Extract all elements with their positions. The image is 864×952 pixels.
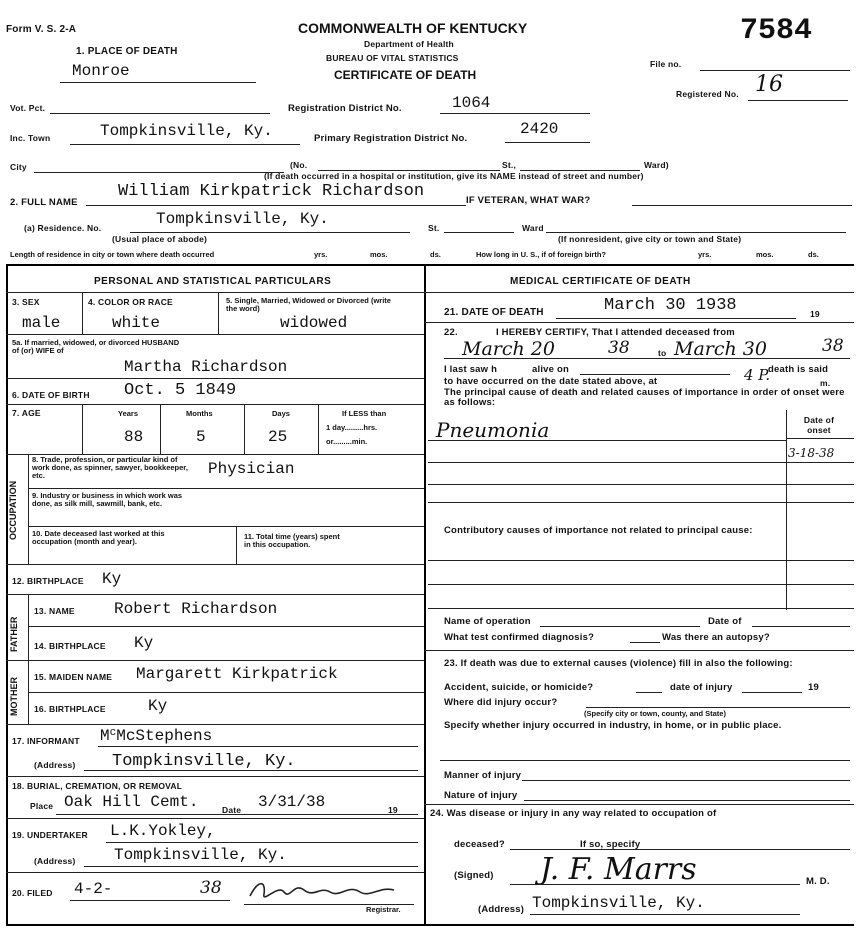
day-hrs-label: 1 day.........hrs. bbox=[326, 423, 378, 432]
st-label: St., bbox=[502, 160, 517, 170]
commonwealth-title: COMMONWEALTH OF KENTUCKY bbox=[298, 20, 528, 36]
time-of-death: 4 P. bbox=[744, 366, 771, 384]
ward-label: Ward) bbox=[644, 160, 669, 170]
cause-of-death: Pneumonia bbox=[436, 418, 550, 442]
spouse-label: 5a. If married, widowed, or divorced HUSBAND of (or) WIFE of bbox=[12, 338, 180, 355]
less-than-label: If LESS than bbox=[342, 409, 387, 418]
age-months: 5 bbox=[196, 428, 206, 446]
last-saw-label: I last saw h bbox=[444, 364, 498, 375]
certify-number: 22. bbox=[444, 327, 458, 338]
date-of-onset-label: Date of onset bbox=[803, 415, 835, 435]
occurred-label: to have occurred on the date stated above, at bbox=[444, 376, 658, 387]
informant-prefix: M bbox=[100, 727, 110, 745]
full-name: William Kirkpatrick Richardson bbox=[118, 182, 425, 201]
registrar-label: Registrar. bbox=[366, 905, 401, 914]
burial-label: 18. BURIAL, CREMATION, OR REMOVAL bbox=[12, 781, 183, 791]
where-injury-note: (Specify city or town, county, and State) bbox=[584, 709, 726, 718]
hospital-note: (If death occurred in a hospital or institution, give its NAME instead of street and number) bbox=[264, 171, 644, 181]
date-of-death-label: 21. DATE OF DEATH bbox=[444, 307, 544, 318]
date-of-death: March 30 1938 bbox=[604, 296, 737, 315]
death-said-label: death is said bbox=[768, 364, 829, 375]
no-label: (No. bbox=[290, 160, 308, 170]
marital-status: widowed bbox=[280, 314, 348, 332]
attended-from-year: 38 bbox=[608, 338, 630, 358]
filed-label: 20. FILED bbox=[12, 888, 53, 898]
operation-label: Name of operation bbox=[444, 616, 531, 627]
date-label: Date bbox=[222, 805, 242, 815]
mother-maiden-label: 15. MAIDEN NAME bbox=[34, 672, 113, 682]
to-label: to bbox=[658, 348, 667, 358]
mother-side-label: MOTHER bbox=[9, 677, 19, 716]
where-injury-label: Where did injury occur? bbox=[444, 697, 558, 708]
m-label: m. bbox=[820, 378, 831, 388]
age-years: 88 bbox=[124, 428, 144, 446]
dob-label: 6. DATE OF BIRTH bbox=[12, 390, 90, 400]
informant-address-label: (Address) bbox=[34, 760, 76, 770]
residence-label: (a) Residence. No. bbox=[24, 223, 102, 233]
physician-address: Tompkinsville, Ky. bbox=[532, 894, 705, 912]
months-label: Months bbox=[186, 409, 213, 418]
father-birthplace: Ky bbox=[134, 634, 154, 652]
primary-registration: 2420 bbox=[520, 120, 559, 138]
autopsy-label: Was there an autopsy? bbox=[662, 632, 770, 643]
residence-st-label: St. bbox=[428, 223, 440, 233]
external-causes-label: 23. If death was due to external causes (violence) fill in also the following: bbox=[444, 658, 793, 669]
total-time-label: 11. Total time (years) spent in this occupation. bbox=[244, 532, 340, 549]
color-label: 4. COLOR OR RACE bbox=[88, 297, 173, 307]
registered-no-label: Registered No. bbox=[676, 89, 739, 99]
certificate-title: CERTIFICATE OF DEATH bbox=[334, 68, 477, 82]
occupation-related-label: 24. Was disease or injury in any way related to occupation of bbox=[430, 808, 717, 819]
color: white bbox=[112, 314, 161, 332]
contributory-label: Contributory causes of importance not related to principal cause: bbox=[444, 525, 753, 536]
alive-on-label: alive on bbox=[532, 364, 569, 375]
filed-year: 38 bbox=[200, 878, 222, 898]
city-label: City bbox=[10, 162, 27, 172]
informant-address: Tompkinsville, Ky. bbox=[112, 752, 296, 771]
place-label: Place bbox=[30, 801, 54, 811]
sex: male bbox=[22, 314, 61, 332]
test-label: What test confirmed diagnosis? bbox=[444, 632, 595, 643]
inc-town: Tompkinsville, Ky. bbox=[100, 122, 273, 140]
full-name-label: 2. FULL NAME bbox=[10, 197, 78, 208]
registration-district-label: Registration District No. bbox=[288, 103, 402, 114]
informant-surname: McStephens bbox=[116, 727, 213, 745]
age-label: 7. AGE bbox=[12, 408, 41, 418]
undertaker-label: 19. UNDERTAKER bbox=[12, 830, 88, 840]
place-of-death-label: 1. PLACE OF DEATH bbox=[76, 46, 178, 57]
physician-address-label: (Address) bbox=[478, 904, 525, 915]
vot-pct-label: Vot. Pct. bbox=[10, 103, 46, 113]
undertaker-address-label: (Address) bbox=[34, 856, 76, 866]
usual-abode-note: (Usual place of abode) bbox=[112, 234, 208, 244]
primary-registration-label: Primary Registration District No. bbox=[314, 133, 468, 144]
birthplace: Ky bbox=[102, 570, 122, 588]
form-id: Form V. S. 2-A bbox=[6, 24, 77, 35]
mother-birthplace: Ky bbox=[148, 697, 168, 715]
length-residence-label: Length of residence in city or town where death occurred bbox=[10, 250, 215, 259]
physician-signature: J. F. Marrs bbox=[540, 852, 697, 887]
burial-place: Oak Hill Cemt. bbox=[64, 793, 199, 811]
birthplace-label: 12. BIRTHPLACE bbox=[12, 576, 84, 586]
age-days: 25 bbox=[268, 428, 288, 446]
onset-date: 3-18-38 bbox=[788, 446, 835, 460]
date-of-birth: Oct. 5 1849 bbox=[124, 381, 237, 400]
certificate-number: 7584 bbox=[740, 14, 813, 48]
accident-label: Accident, suicide, or homicide? bbox=[444, 682, 594, 693]
informant: $M^cMcStephens$ bbox=[100, 727, 213, 745]
father-name-label: 13. NAME bbox=[34, 606, 75, 616]
filed-date: 4-2- bbox=[74, 880, 113, 898]
industry-label: 9. Industry or business in which work was done, as silk mill, sawmill, bank, etc. bbox=[32, 491, 183, 508]
mother-maiden-name: Margarett Kirkpatrick bbox=[136, 665, 338, 683]
undertaker: L.K.Yokley, bbox=[110, 822, 216, 840]
inc-town-label: Inc. Town bbox=[10, 133, 51, 143]
personal-section-title: PERSONAL AND STATISTICAL PARTICULARS bbox=[94, 276, 332, 287]
father-name: Robert Richardson bbox=[114, 600, 278, 618]
how-long-yrs: yrs. bbox=[698, 250, 712, 259]
undertaker-address: Tompkinsville, Ky. bbox=[114, 846, 287, 864]
burial-date: 3/31/38 bbox=[258, 793, 326, 811]
attended-to-year: 38 bbox=[822, 336, 844, 356]
nonresident-note: (If nonresident, give city or town and State) bbox=[558, 234, 742, 244]
last-worked-label: 10. Date deceased last worked at this occupation (month and year). bbox=[32, 529, 165, 546]
operation-date-label: Date of bbox=[708, 616, 742, 627]
specify-injury-label: Specify whether injury occurred in industry, in home, or in public place. bbox=[444, 720, 782, 731]
residence-ward-label: Ward bbox=[522, 223, 544, 233]
how-long-label: How long in U. S., if of foreign birth? bbox=[476, 250, 606, 259]
or-min-label: or.........min. bbox=[326, 437, 368, 446]
trade-label: 8. Trade, profession, or particular kind of work done, as spinner, sawyer, bookkeeper, etc. bbox=[32, 455, 188, 480]
burial-year-suffix: 19 bbox=[388, 805, 398, 815]
attended-from: March 20 bbox=[462, 338, 555, 360]
informant-label: 17. INFORMANT bbox=[12, 736, 80, 746]
bureau: BUREAU OF VITAL STATISTICS bbox=[326, 53, 459, 63]
marital-label: 5. Single, Married, Widowed or Divorced (write the word) bbox=[226, 296, 391, 313]
deceased-label: deceased? bbox=[454, 839, 505, 850]
spouse: Martha Richardson bbox=[124, 358, 288, 376]
father-birthplace-label: 14. BIRTHPLACE bbox=[34, 641, 106, 651]
mos-label: mos. bbox=[370, 250, 388, 259]
residence: Tompkinsville, Ky. bbox=[156, 210, 329, 228]
department: Department of Health bbox=[364, 39, 454, 49]
nature-of-injury-label: Nature of injury bbox=[444, 790, 518, 801]
county: Monroe bbox=[72, 62, 130, 80]
trade: Physician bbox=[208, 460, 295, 478]
signed-label: (Signed) bbox=[454, 870, 494, 881]
registered-no: 16 bbox=[755, 72, 783, 97]
injury-year-suffix: 19 bbox=[808, 682, 819, 693]
sex-label: 3. SEX bbox=[12, 297, 40, 307]
veteran-label: IF VETERAN, WHAT WAR? bbox=[466, 195, 591, 206]
registrar-signature bbox=[244, 874, 414, 908]
days-label: Days bbox=[272, 409, 290, 418]
certify-text: I HEREBY CERTIFY, That I attended deceased from bbox=[496, 327, 735, 338]
registration-district: 1064 bbox=[452, 94, 491, 112]
how-long-mos: mos. bbox=[756, 250, 774, 259]
yrs-label: yrs. bbox=[314, 250, 328, 259]
file-no-label: File no. bbox=[650, 59, 682, 69]
occupation-side-label: OCCUPATION bbox=[8, 480, 18, 540]
principal-cause-label: The principal cause of death and related causes of importance in order of onset were as follows: bbox=[444, 387, 845, 408]
mother-birthplace-label: 16. BIRTHPLACE bbox=[34, 704, 106, 714]
manner-of-injury-label: Manner of injury bbox=[444, 770, 522, 781]
dod-year-suffix: 19 bbox=[810, 309, 820, 319]
if-so-label: If so, specify bbox=[580, 839, 641, 850]
ds-label: ds. bbox=[430, 250, 441, 259]
years-label: Years bbox=[118, 409, 139, 418]
how-long-ds: ds. bbox=[808, 250, 819, 259]
md-label: M. D. bbox=[806, 876, 830, 887]
injury-date-label: date of injury bbox=[670, 682, 733, 693]
father-side-label: FATHER bbox=[9, 616, 19, 652]
attended-to: March 30 bbox=[674, 338, 767, 360]
medical-section-title: MEDICAL CERTIFICATE OF DEATH bbox=[510, 276, 691, 287]
